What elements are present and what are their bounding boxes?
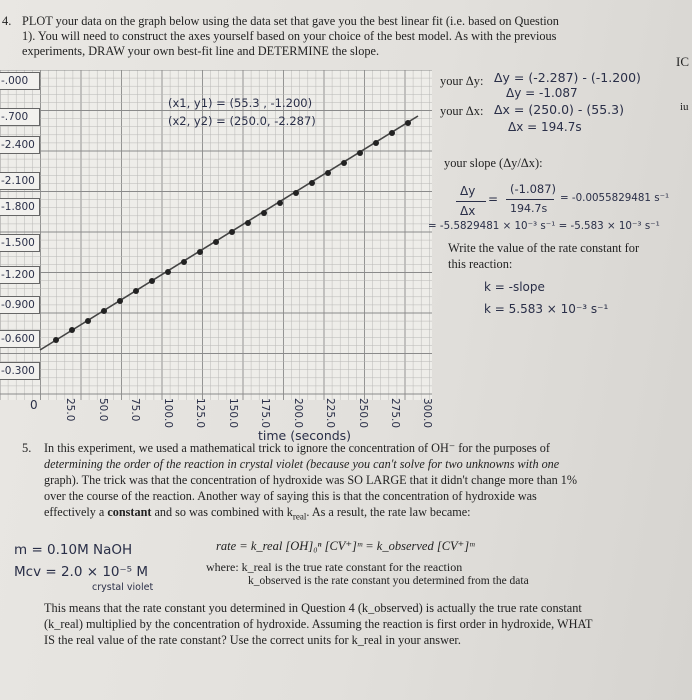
data-point — [309, 180, 315, 186]
dx-label: your Δx: — [440, 104, 484, 118]
data-point — [325, 170, 331, 176]
x-tick-label-7: 175.0 — [259, 398, 271, 429]
x-tick-label-9: 225.0 — [324, 398, 336, 429]
rate-prompt-2: this reaction: — [448, 257, 513, 271]
where-line1: where: k_real is the true rate constant for the reaction — [206, 560, 463, 574]
x-tick-label-6: 150.0 — [227, 398, 239, 429]
data-point — [117, 298, 123, 304]
data-point — [245, 220, 251, 226]
data-point — [341, 160, 347, 166]
data-point — [277, 200, 283, 206]
frac-bar-right — [506, 199, 554, 200]
data-point — [197, 249, 203, 255]
q5-line5 — [44, 505, 471, 524]
q5-line4: over the course of the reaction. Another way of saying this is that the concentration of hydroxide was — [44, 489, 537, 503]
x-tick-label-3: 75.0 — [129, 398, 141, 422]
data-point — [133, 288, 139, 294]
q5-line3: graph). The trick was that the concentration of hydroxide was SO LARGE that it didn't change more than 1% — [44, 473, 578, 487]
q5-number: 5. — [22, 441, 32, 455]
q5-line5-sub: real — [292, 511, 307, 522]
hw-crystal-violet: crystal violet — [92, 582, 154, 593]
margin-text-top: IC — [676, 54, 689, 69]
where-line2: k_observed is the rate constant you determined from the data — [248, 575, 529, 587]
q5-line5-a: effectively a — [44, 505, 108, 519]
data-point — [373, 140, 379, 146]
dx-line1: Δx = (250.0) - (55.3) — [494, 102, 624, 117]
data-point — [181, 259, 187, 265]
slope-line2: = -5.5829481 × 10⁻³ s⁻¹ = -5.583 × 10⁻³ s⁻¹ — [428, 220, 660, 232]
data-point — [405, 120, 411, 126]
q5-line2: determining the order of the reaction in crystal violet (because you can't solve for two unknowns with one — [44, 457, 560, 471]
dy-line2: Δy = -1.087 — [506, 86, 578, 100]
graph-point-2: (x2, y2) = (250.0, -2.287) — [168, 114, 316, 128]
k-line2: k = 5.583 × 10⁻³ s⁻¹ — [484, 302, 609, 316]
x-tick-label-1: 25.0 — [64, 398, 76, 422]
dx-line2: Δx = 194.7s — [508, 120, 582, 134]
graph-point-1: (x1, y1) = (55.3 , -1.200) — [168, 96, 313, 110]
data-point — [53, 337, 59, 343]
x-tick-label-2: 50.0 — [97, 398, 109, 422]
q5-para3: IS the real value of the rate constant? Use the correct units for k_real in your answer. — [44, 633, 461, 647]
y-tick-label-2: -.700 — [0, 108, 40, 126]
data-point — [101, 308, 107, 314]
q4-line3: experiments, DRAW your own best-fit line and DETERMINE the slope. — [22, 44, 380, 58]
data-point — [165, 269, 171, 275]
slope-label: your slope (Δy/Δx): — [444, 156, 543, 170]
q4-line1: PLOT your data on the graph below using the data set that gave you the best linear fit (i.e. based on Question — [22, 14, 559, 28]
y-tick-label-1: -.000 — [0, 72, 40, 90]
data-point — [213, 239, 219, 245]
data-point — [293, 190, 299, 196]
y-tick-label-3: -2.400 — [0, 136, 40, 154]
hw-mcv: Mcv = 2.0 × 10⁻⁵ M — [14, 564, 148, 580]
q5-line1: In this experiment, we used a mathematical trick to ignore the concentration of OH⁻ for the purposes of — [44, 441, 550, 455]
x-axis-title: time (seconds) — [258, 428, 352, 443]
data-point — [357, 150, 363, 156]
frac-den-right: 194.7s — [510, 202, 548, 215]
data-point — [389, 130, 395, 136]
y-tick-label-9: -0.600 — [0, 330, 40, 348]
q5-para1: This means that the rate constant you determined in Question 4 (k_observed) is actually the true rate constant — [44, 601, 582, 615]
frac-den-left: Δx — [460, 204, 476, 218]
x-tick-label-12: 300.0 — [421, 398, 433, 429]
q5-para2: (k_real) multiplied by the concentration of hydroxide. Assuming the reaction is first order in hydroxide, WHAT — [44, 617, 593, 631]
x-tick-label-4: 100.0 — [162, 398, 174, 429]
dy-label: your Δy: — [440, 74, 484, 88]
margin-text-mid: iu — [680, 101, 689, 113]
q4-line2: 1). You will need to construct the axes yourself based on your choice of the best model. As with the previous — [22, 29, 557, 43]
dy-line1: Δy = (-2.287) - (-1.200) — [494, 70, 641, 85]
x-tick-label-10: 250.0 — [357, 398, 369, 429]
x-tick-label-8: 200.0 — [292, 398, 304, 429]
q5-line5-e: . As a result, the rate law became: — [306, 505, 471, 519]
frac-num-left: Δy — [460, 184, 476, 198]
q4-number: 4. — [2, 14, 12, 28]
y-tick-label-10: -0.300 — [0, 362, 40, 380]
origin-label: 0 — [30, 398, 38, 412]
data-point — [149, 278, 155, 284]
k-line1: k = -slope — [484, 280, 545, 294]
x-tick-label-11: 275.0 — [389, 398, 401, 429]
y-tick-label-6: -1.500 — [0, 234, 40, 252]
frac-num-right: (-1.087) — [510, 182, 557, 196]
slope-result: = -0.0055829481 s⁻¹ — [560, 192, 670, 204]
y-tick-label-7: -1.200 — [0, 266, 40, 284]
frac-equals: = — [488, 192, 499, 206]
frac-bar-left — [456, 201, 486, 202]
rate-law: rate = k_real [OH]₀ⁿ [CV⁺]ᵐ = k_observed [CV⁺]ᵐ — [216, 539, 475, 553]
q5-line5-bold: constant — [107, 505, 152, 519]
q5-line5-c: and so was combined with k — [151, 505, 293, 519]
data-point — [69, 327, 75, 333]
y-tick-label-4: -2.100 — [0, 172, 40, 190]
rate-prompt-1: Write the value of the rate constant for — [448, 241, 640, 255]
y-tick-label-5: -1.800 — [0, 198, 40, 216]
y-tick-label-8: -0.900 — [0, 296, 40, 314]
hw-naoh: m = 0.10M NaOH — [14, 542, 133, 558]
data-point — [85, 318, 91, 324]
data-point — [261, 210, 267, 216]
x-tick-label-5: 125.0 — [194, 398, 206, 429]
data-point — [229, 229, 235, 235]
